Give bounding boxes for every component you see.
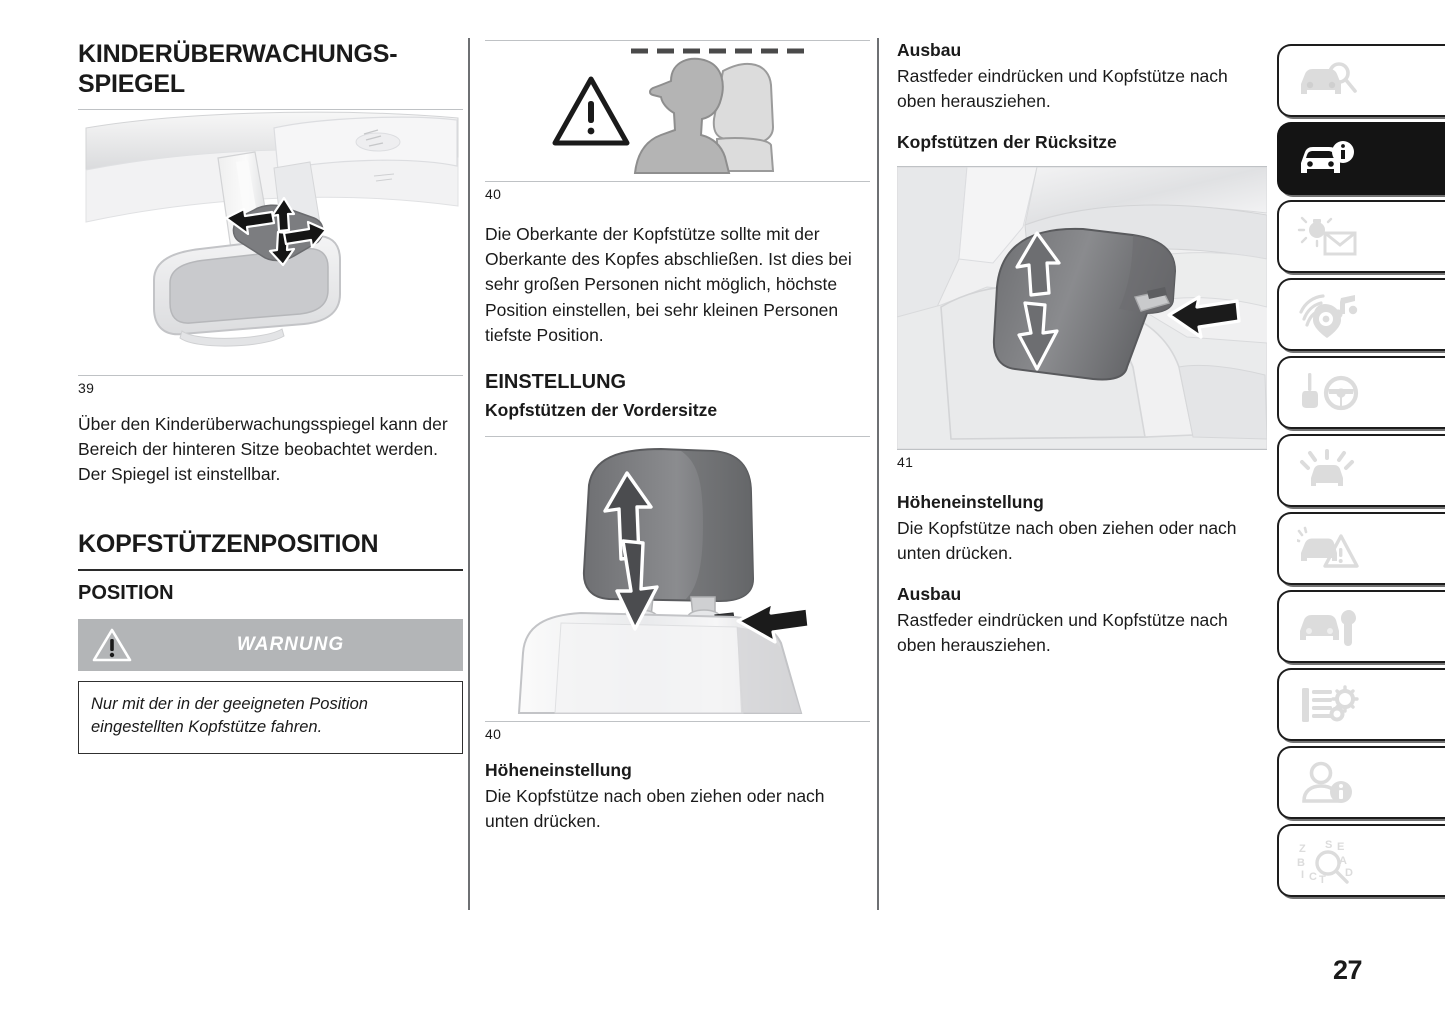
subheading-position: POSITION [78, 582, 174, 605]
head-headrest-alignment-illustration [485, 41, 870, 181]
right-paragraph-3: Rastfeder eindrücken und Kopfstütze nach oben herausziehen. [897, 610, 1228, 656]
rearview-mirror-illustration [78, 110, 463, 375]
figure-41-wrap [897, 166, 1267, 450]
svg-text:T: T [1319, 873, 1326, 884]
svg-text:A: A [1339, 854, 1347, 867]
middle-column [485, 40, 870, 848]
page-number: 27 [1333, 955, 1363, 985]
steering-wheel-wiper-icon [1297, 370, 1361, 416]
car-hazard-warning-triangle-icon [1297, 526, 1361, 572]
page-title: KINDERÜBERWACHUNGS-SPIEGEL [78, 40, 398, 98]
rear-headrest-illustration [897, 167, 1267, 449]
tab-vehicle-care-breakdown[interactable] [1277, 512, 1445, 585]
svg-text:I: I [1301, 868, 1305, 881]
warning-body [78, 681, 463, 754]
warning-block [78, 619, 463, 754]
tab-driving-operation[interactable] [1277, 356, 1445, 429]
svg-text:B: B [1297, 856, 1305, 869]
heading-underline [78, 569, 463, 571]
svg-text:C: C [1309, 870, 1317, 883]
section-heading-kopfstuetzenposition: KOPFSTÜTZENPOSITION [78, 529, 379, 558]
right-paragraph-2: Die Kopfstütze nach oben ziehen oder nach unten drücken. [897, 518, 1237, 564]
tab-vehicle-overview[interactable] [1277, 44, 1445, 117]
tab-technical-data[interactable] [1277, 668, 1445, 741]
svg-text:S: S [1325, 838, 1333, 851]
car-search-icon [1297, 58, 1361, 104]
figure-40-headrest-height-warning [485, 41, 870, 181]
figure-bottom-rule [485, 721, 870, 722]
figure-bottom-rule [485, 181, 870, 182]
right-paragraph-1: Rastfeder eindrücken und Kopfstütze nach oben herausziehen. [897, 65, 1228, 112]
figure-40b-label: 40 [485, 725, 502, 742]
figure-40a-wrap [485, 40, 870, 182]
heading-einstellung: EINSTELLUNG [485, 370, 627, 393]
warning-text: Nur mit der in der geeigneten Position eingestellten Kopfstütze fahren. [91, 695, 368, 737]
subheading-ausbau-rear: Ausbau [897, 584, 962, 605]
figure-bottom-rule [897, 449, 1267, 450]
front-headrest-illustration [485, 437, 870, 721]
svg-text:D: D [1345, 866, 1353, 879]
tab-lighting-climate[interactable] [1277, 200, 1445, 273]
subheading-kopfstuetzen-vordersitze: Kopfstützen der Vordersitze [485, 399, 718, 420]
tab-instruments-controls[interactable] [1277, 122, 1445, 195]
light-envelope-icon [1297, 214, 1361, 260]
left-paragraph-1: Über den Kinderüberwachungsspiegel kann der Bereich der hinteren Sitze beobachtet werden. Der Spiegel ist einstellbar. [78, 414, 448, 485]
svg-text:E: E [1337, 840, 1345, 853]
list-gear-settings-icon [1297, 682, 1361, 728]
left-column [78, 40, 463, 754]
infotainment-navigation-music-icon [1297, 292, 1361, 338]
subheading-ausbau-front: Ausbau [897, 40, 962, 60]
figure-40b-wrap [485, 436, 870, 722]
tab-alphabetical-index[interactable] [1277, 824, 1445, 897]
subheading-hoeheneinstellung-rear: Höheneinstellung [897, 492, 1044, 513]
warning-bar [78, 619, 463, 671]
warning-title: WARNUNG [236, 634, 345, 656]
car-info-icon [1297, 136, 1361, 182]
tab-customer-information[interactable] [1277, 746, 1445, 819]
figure-39-wrap [78, 109, 463, 376]
chapter-tab-rail [1277, 44, 1445, 902]
subheading-kopfstuetzen-ruecksitze: Kopfstützen der Rücksitze [897, 132, 1117, 153]
figure-40a-label: 40 [485, 186, 502, 202]
right-column [897, 40, 1267, 673]
car-wrench-service-icon [1297, 604, 1361, 650]
figure-39-label: 39 [78, 380, 95, 396]
column-divider-1 [468, 38, 470, 910]
warning-triangle-icon [92, 627, 132, 663]
alphabetical-index-search-icon [1297, 838, 1361, 884]
middle-paragraph-1: Die Oberkante der Kopfstütze sollte mit der Oberkante des Kopfes abschließen. Ist dies bei sehr großen Personen nicht möglich, höchste Position einstellen, bei sehr kleinen Personen tiefste Position. [485, 224, 852, 345]
figure-39-rearview-mirror [78, 110, 463, 375]
figure-bottom-rule [78, 375, 463, 376]
subheading-hoeheneinstellung-front: Höheneinstellung [485, 759, 632, 780]
tab-infotainment[interactable] [1277, 278, 1445, 351]
tab-service-maintenance[interactable] [1277, 590, 1445, 663]
person-info-icon [1297, 760, 1361, 806]
column-divider-2 [877, 38, 879, 910]
figure-41-label: 41 [897, 454, 914, 471]
middle-paragraph-2: Die Kopfstütze nach oben ziehen oder nach unten drücken. [485, 785, 825, 831]
tab-driver-assistance[interactable] [1277, 434, 1445, 507]
svg-text:Z: Z [1299, 842, 1306, 855]
car-lane-assist-icon [1297, 448, 1361, 494]
figure-40-front-seat-headrest [485, 437, 870, 721]
figure-41-rear-seat-headrest [897, 167, 1267, 449]
